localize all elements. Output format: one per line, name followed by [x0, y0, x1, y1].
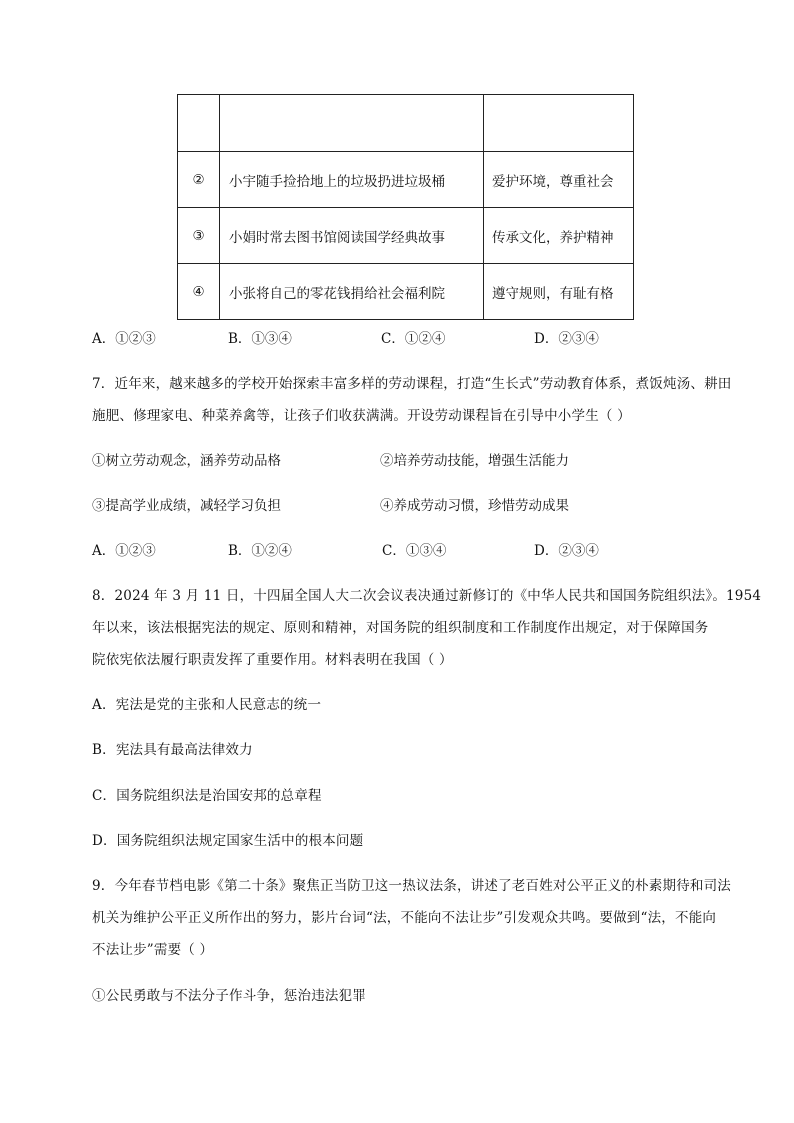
- q7-item-3: ③提高学业成绩，减轻学习负担: [92, 498, 281, 514]
- table-row: [178, 152, 634, 208]
- q7-option-a: A．①②③: [92, 543, 156, 559]
- q8-option-d: D．国务院组织法规定国家生活中的根本问题: [92, 833, 364, 849]
- q7-option-b: B．①②④: [228, 543, 292, 559]
- q7-item-2: ②培养劳动技能，增强生活能力: [380, 453, 569, 469]
- table-cell-case: 小张将自己的零花钱捐给社会福利院: [220, 264, 484, 320]
- q7-stem-line-2: 施肥、修理家电、种菜养禽等，让孩子们收获满满。开设劳动课程旨在引导中小学生（ ）: [92, 408, 631, 424]
- table-row: [178, 264, 634, 320]
- table-cell-num: ④: [178, 264, 220, 320]
- table-cell-value: 传承文化，养护精神: [484, 208, 634, 264]
- table-cell-value: [484, 95, 634, 152]
- q8-option-a: A．宪法是党的主张和人民意志的统一: [92, 697, 322, 713]
- table-cell-case: 小娟时常去图书馆阅读国学经典故事: [220, 208, 484, 264]
- q7-option-d: D．②③④: [534, 543, 599, 559]
- q8-stem-line-3: 院依宪依法履行职责发挥了重要作用。材料表明在我国（ ）: [92, 652, 453, 668]
- q9-stem-line-1: 9．今年春节档电影《第二十条》聚焦正当防卫这一热议法条，讲述了老百姓对公平正义的朴素期待和司法: [92, 878, 731, 894]
- table-cell-num: ③: [178, 208, 220, 264]
- q8-stem-line-1: 8．2024 年 3 月 11 日，十四届全国人大二次会议表决通过新修订的《中华人民共和国国务院组织法》。1954: [92, 588, 762, 604]
- q6-option-a: A．①②③: [92, 331, 156, 347]
- q8-option-c: C．国务院组织法是治国安邦的总章程: [92, 788, 322, 804]
- q6-table: [177, 94, 634, 320]
- q9-stem-line-3: 不法让步”需要（ ）: [92, 942, 214, 958]
- table-cell-value: 遵守规则，有耻有格: [484, 264, 634, 320]
- table-row: [178, 95, 634, 152]
- table-cell-num: [178, 95, 220, 152]
- q7-item-1: ①树立劳动观念，涵养劳动品格: [92, 453, 281, 469]
- q9-item-1: ①公民勇敢与不法分子作斗争，惩治违法犯罪: [92, 988, 366, 1004]
- q9-stem-line-2: 机关为维护公平正义所作出的努力，影片台词“法，不能向不法让步”引发观众共鸣。要做到“法，不能向: [92, 910, 717, 926]
- q6-option-c: C．①②④: [381, 331, 446, 347]
- q8-option-b: B．宪法具有最高法律效力: [92, 742, 253, 758]
- q8-stem-line-2: 年以来，该法根据宪法的规定、原则和精神，对国务院的组织制度和工作制度作出规定，对于保障国务: [92, 620, 709, 636]
- table-cell-case: [220, 95, 484, 152]
- q7-stem-line-1: 7．近年来，越来越多的学校开始探索丰富多样的劳动课程，打造“生长式”劳动教育体系，煮饭炖汤、耕田: [92, 376, 732, 392]
- table-row: [178, 208, 634, 264]
- table-cell-num: ②: [178, 152, 220, 208]
- q6-option-b: B．①③④: [228, 331, 292, 347]
- q7-item-4: ④养成劳动习惯，珍惜劳动成果: [380, 498, 569, 514]
- table-cell-case: 小宇随手捡拾地上的垃圾扔进垃圾桶: [220, 152, 484, 208]
- q6-option-d: D．②③④: [534, 331, 599, 347]
- table-cell-value: 爱护环境，尊重社会: [484, 152, 634, 208]
- q7-option-c: C．①③④: [382, 543, 447, 559]
